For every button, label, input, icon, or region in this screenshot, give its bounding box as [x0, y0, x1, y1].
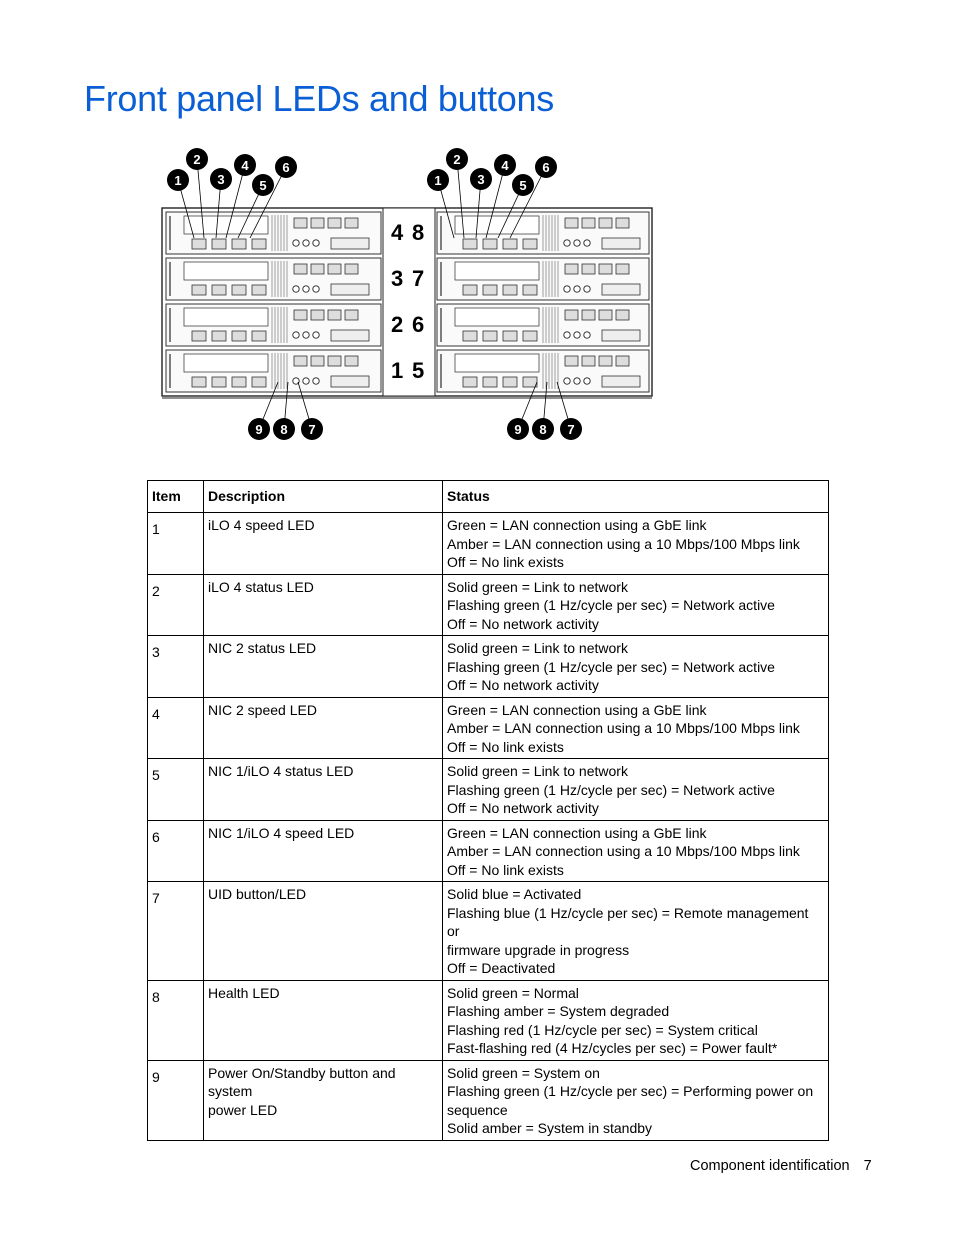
led-button — [574, 240, 580, 246]
table-row — [148, 820, 829, 882]
table-row — [148, 1060, 829, 1140]
bay-number-right: 7 — [412, 266, 425, 291]
callout-label: 1 — [174, 173, 182, 188]
serial-connector — [602, 376, 640, 387]
status-cell — [443, 636, 829, 698]
bay-number-left: 1 — [391, 358, 404, 383]
description-line: UID button/LED — [208, 886, 307, 902]
description-line: Health LED — [208, 984, 280, 1001]
header-status: Status — [443, 481, 829, 513]
port — [616, 264, 629, 274]
status-line: Fast-flashing red (4 Hz/cycles per sec) = Power fault* — [447, 1040, 778, 1056]
led-button — [574, 286, 580, 292]
led-button — [584, 240, 590, 246]
nic-port — [503, 239, 517, 249]
led-button — [584, 332, 590, 338]
table-row — [148, 513, 829, 575]
table-row — [148, 574, 829, 636]
nic-port — [523, 285, 537, 295]
pcie-slot — [184, 262, 268, 280]
port — [616, 310, 629, 320]
nic-port — [523, 239, 537, 249]
led-button — [564, 240, 570, 246]
status-line: Flashing green (1 Hz/cycle per sec) = Network active — [447, 658, 775, 675]
server-node — [437, 350, 649, 392]
status-cell — [443, 820, 829, 882]
status-cell — [443, 1060, 829, 1140]
server-node — [437, 212, 649, 254]
nic-port — [192, 331, 206, 341]
port — [345, 264, 358, 274]
callout-label: 3 — [217, 172, 225, 187]
status-line: Amber = LAN connection using a 10 Mbps/100 Mbps link — [447, 843, 800, 859]
item-number: 9 — [148, 1060, 204, 1140]
table-row — [148, 882, 829, 981]
led-table — [147, 480, 829, 1141]
status-line: Solid green = Link to network — [447, 640, 628, 656]
port — [294, 310, 307, 320]
callout-label: 9 — [255, 422, 263, 437]
status-line: Flashing green (1 Hz/cycle per sec) = Network active — [447, 597, 775, 613]
nic-port — [192, 239, 206, 249]
nic-port — [463, 239, 477, 249]
callout-label: 6 — [282, 160, 290, 175]
bay-number-left: 4 — [391, 220, 404, 245]
nic-port — [232, 377, 246, 387]
nic-port — [483, 377, 497, 387]
status-line: Solid green = System on — [447, 1064, 600, 1081]
page-footer — [690, 1158, 872, 1174]
nic-port — [503, 377, 517, 387]
status-line: Off = No link exists — [447, 738, 564, 755]
pcie-slot — [455, 354, 539, 372]
description-cell — [204, 636, 443, 698]
port — [565, 310, 578, 320]
status-line: firmware upgrade in progress — [447, 941, 630, 958]
nic-port — [232, 331, 246, 341]
pcie-slot — [455, 262, 539, 280]
callout-label: 2 — [453, 152, 461, 167]
description-line: iLO 4 status LED — [208, 578, 314, 595]
nic-port — [483, 331, 497, 341]
port — [582, 264, 595, 274]
port — [311, 310, 324, 320]
port — [565, 356, 578, 366]
description-cell — [204, 759, 443, 821]
nic-port — [252, 239, 266, 249]
table-row — [148, 636, 829, 698]
description-line: NIC 1/iLO 4 speed LED — [208, 824, 355, 841]
nic-port — [463, 377, 477, 387]
header-description: Description — [204, 481, 443, 513]
status-line: Solid green = Normal — [447, 984, 579, 1001]
description-line: NIC 2 status LED — [208, 640, 317, 656]
led-button — [564, 378, 570, 384]
page-title: Front panel LEDs and buttons — [84, 78, 554, 119]
status-line: Solid amber = System in standby — [447, 1120, 653, 1136]
led-button — [584, 286, 590, 292]
led-button — [313, 332, 319, 338]
port — [345, 356, 358, 366]
status-line: Green = LAN connection using a GbE link — [447, 517, 707, 533]
nic-port — [192, 285, 206, 295]
item-number: 5 — [148, 759, 204, 821]
nic-port — [232, 239, 246, 249]
serial-connector — [331, 376, 369, 387]
bay-number-left: 3 — [391, 266, 404, 291]
led-button — [303, 332, 309, 338]
led-button — [574, 332, 580, 338]
nic-port — [252, 377, 266, 387]
description-line: power LED — [208, 1101, 278, 1118]
status-cell — [443, 980, 829, 1060]
nic-port — [523, 331, 537, 341]
status-cell — [443, 759, 829, 821]
status-line: Off = No network activity — [447, 677, 599, 693]
status-line: Off = No network activity — [447, 615, 599, 632]
status-line: Flashing green (1 Hz/cycle per sec) = Network active — [447, 781, 775, 798]
led-button — [313, 286, 319, 292]
led-button — [313, 378, 319, 384]
front-panel-figure — [150, 140, 670, 450]
status-line: Solid green = Link to network — [447, 578, 628, 595]
callout-label: 3 — [477, 172, 485, 187]
status-line: Flashing green (1 Hz/cycle per sec) = Performing power on — [447, 1083, 814, 1099]
callout-label: 6 — [542, 160, 550, 175]
port — [599, 218, 612, 228]
port — [565, 218, 578, 228]
port — [311, 218, 324, 228]
table-row — [148, 759, 829, 821]
led-button — [584, 378, 590, 384]
bay-number-right: 6 — [412, 312, 425, 337]
server-node — [166, 350, 381, 392]
port — [616, 218, 629, 228]
description-line: NIC 2 speed LED — [208, 701, 317, 718]
description-cell — [204, 513, 443, 575]
nic-port — [483, 239, 497, 249]
table-body — [148, 513, 829, 1141]
item-number: 7 — [148, 882, 204, 981]
status-line: Solid blue = Activated — [447, 886, 582, 902]
nic-port — [212, 239, 226, 249]
callout-label: 4 — [241, 158, 249, 173]
callout-label: 2 — [193, 152, 201, 167]
port — [565, 264, 578, 274]
led-button — [303, 286, 309, 292]
status-line: Green = LAN connection using a GbE link — [447, 824, 707, 841]
pcie-slot — [455, 308, 539, 326]
nic-port — [232, 285, 246, 295]
led-button — [303, 378, 309, 384]
table-row — [148, 980, 829, 1060]
led-button — [303, 240, 309, 246]
description-line: iLO 4 speed LED — [208, 517, 315, 533]
status-cell — [443, 882, 829, 981]
port — [328, 264, 341, 274]
port — [599, 356, 612, 366]
callout-label: 8 — [280, 422, 288, 437]
item-number: 3 — [148, 636, 204, 698]
port — [582, 310, 595, 320]
item-number: 1 — [148, 513, 204, 575]
port — [582, 356, 595, 366]
callout-label: 7 — [308, 422, 316, 437]
status-line: Green = LAN connection using a GbE link — [447, 701, 707, 718]
item-number: 8 — [148, 980, 204, 1060]
status-line: Amber = LAN connection using a 10 Mbps/100 Mbps link — [447, 535, 800, 552]
nic-port — [252, 331, 266, 341]
callout-label: 5 — [519, 178, 527, 193]
led-button — [293, 286, 299, 292]
server-chassis — [162, 208, 652, 398]
port — [599, 310, 612, 320]
port — [582, 218, 595, 228]
led-button — [574, 378, 580, 384]
port — [294, 264, 307, 274]
description-cell — [204, 1060, 443, 1140]
item-number: 6 — [148, 820, 204, 882]
status-line: Amber = LAN connection using a 10 Mbps/100 Mbps link — [447, 720, 800, 736]
status-line: Off = No link exists — [447, 861, 564, 878]
led-button — [293, 240, 299, 246]
pcie-slot — [455, 216, 539, 234]
port — [294, 356, 307, 366]
serial-connector — [602, 330, 640, 341]
port — [345, 310, 358, 320]
port — [616, 356, 629, 366]
footer-section: Component identification — [690, 1158, 850, 1174]
status-line: sequence — [447, 1101, 508, 1118]
nic-port — [192, 377, 206, 387]
port — [311, 264, 324, 274]
description-cell — [204, 980, 443, 1060]
nic-port — [463, 331, 477, 341]
description-cell — [204, 574, 443, 636]
port — [328, 218, 341, 228]
nic-port — [212, 331, 226, 341]
port — [294, 218, 307, 228]
nic-port — [212, 285, 226, 295]
server-node — [166, 258, 381, 300]
led-button — [564, 286, 570, 292]
bay-number-right: 8 — [412, 220, 425, 245]
server-node — [166, 304, 381, 346]
pcie-slot — [184, 354, 268, 372]
nic-port — [463, 285, 477, 295]
callout-label: 8 — [539, 422, 547, 437]
status-line: Solid green = Link to network — [447, 763, 628, 779]
item-number: 4 — [148, 697, 204, 759]
item-number: 2 — [148, 574, 204, 636]
callout-label: 1 — [434, 173, 442, 188]
callout-label: 9 — [514, 422, 522, 437]
nic-port — [212, 377, 226, 387]
port — [345, 218, 358, 228]
description-line: Power On/Standby button and system — [208, 1064, 396, 1099]
table-header-row — [148, 481, 829, 513]
server-node — [437, 304, 649, 346]
bay-number-right: 5 — [412, 358, 425, 383]
status-line: Off = Deactivated — [447, 960, 556, 976]
serial-connector — [602, 284, 640, 295]
serial-connector — [331, 238, 369, 249]
pcie-slot — [184, 308, 268, 326]
status-line: Flashing blue (1 Hz/cycle per sec) = Remote management or — [447, 904, 809, 939]
callout-label: 7 — [567, 422, 575, 437]
serial-connector — [331, 284, 369, 295]
nic-port — [503, 285, 517, 295]
status-line: Flashing amber = System degraded — [447, 1003, 670, 1019]
status-cell — [443, 574, 829, 636]
header-item: Item — [148, 481, 204, 513]
page-number: 7 — [863, 1158, 872, 1174]
serial-connector — [602, 238, 640, 249]
server-node — [166, 212, 381, 254]
status-line: Flashing red (1 Hz/cycle per sec) = System critical — [447, 1021, 758, 1038]
status-line: Off = No network activity — [447, 800, 599, 816]
callout-label: 5 — [259, 178, 267, 193]
port — [328, 356, 341, 366]
table-row — [148, 697, 829, 759]
led-button — [293, 332, 299, 338]
serial-connector — [331, 330, 369, 341]
port — [599, 264, 612, 274]
callout-label: 4 — [501, 158, 509, 173]
port — [328, 310, 341, 320]
nic-port — [523, 377, 537, 387]
pcie-slot — [184, 216, 268, 234]
status-cell — [443, 513, 829, 575]
nic-port — [252, 285, 266, 295]
status-cell — [443, 697, 829, 759]
description-cell — [204, 882, 443, 981]
server-node — [437, 258, 649, 300]
port — [311, 356, 324, 366]
led-button — [313, 240, 319, 246]
description-cell — [204, 697, 443, 759]
description-line: NIC 1/iLO 4 status LED — [208, 763, 354, 779]
status-line: Off = No link exists — [447, 554, 564, 570]
nic-port — [503, 331, 517, 341]
led-button — [564, 332, 570, 338]
nic-port — [483, 285, 497, 295]
bay-number-left: 2 — [391, 312, 404, 337]
description-cell — [204, 820, 443, 882]
